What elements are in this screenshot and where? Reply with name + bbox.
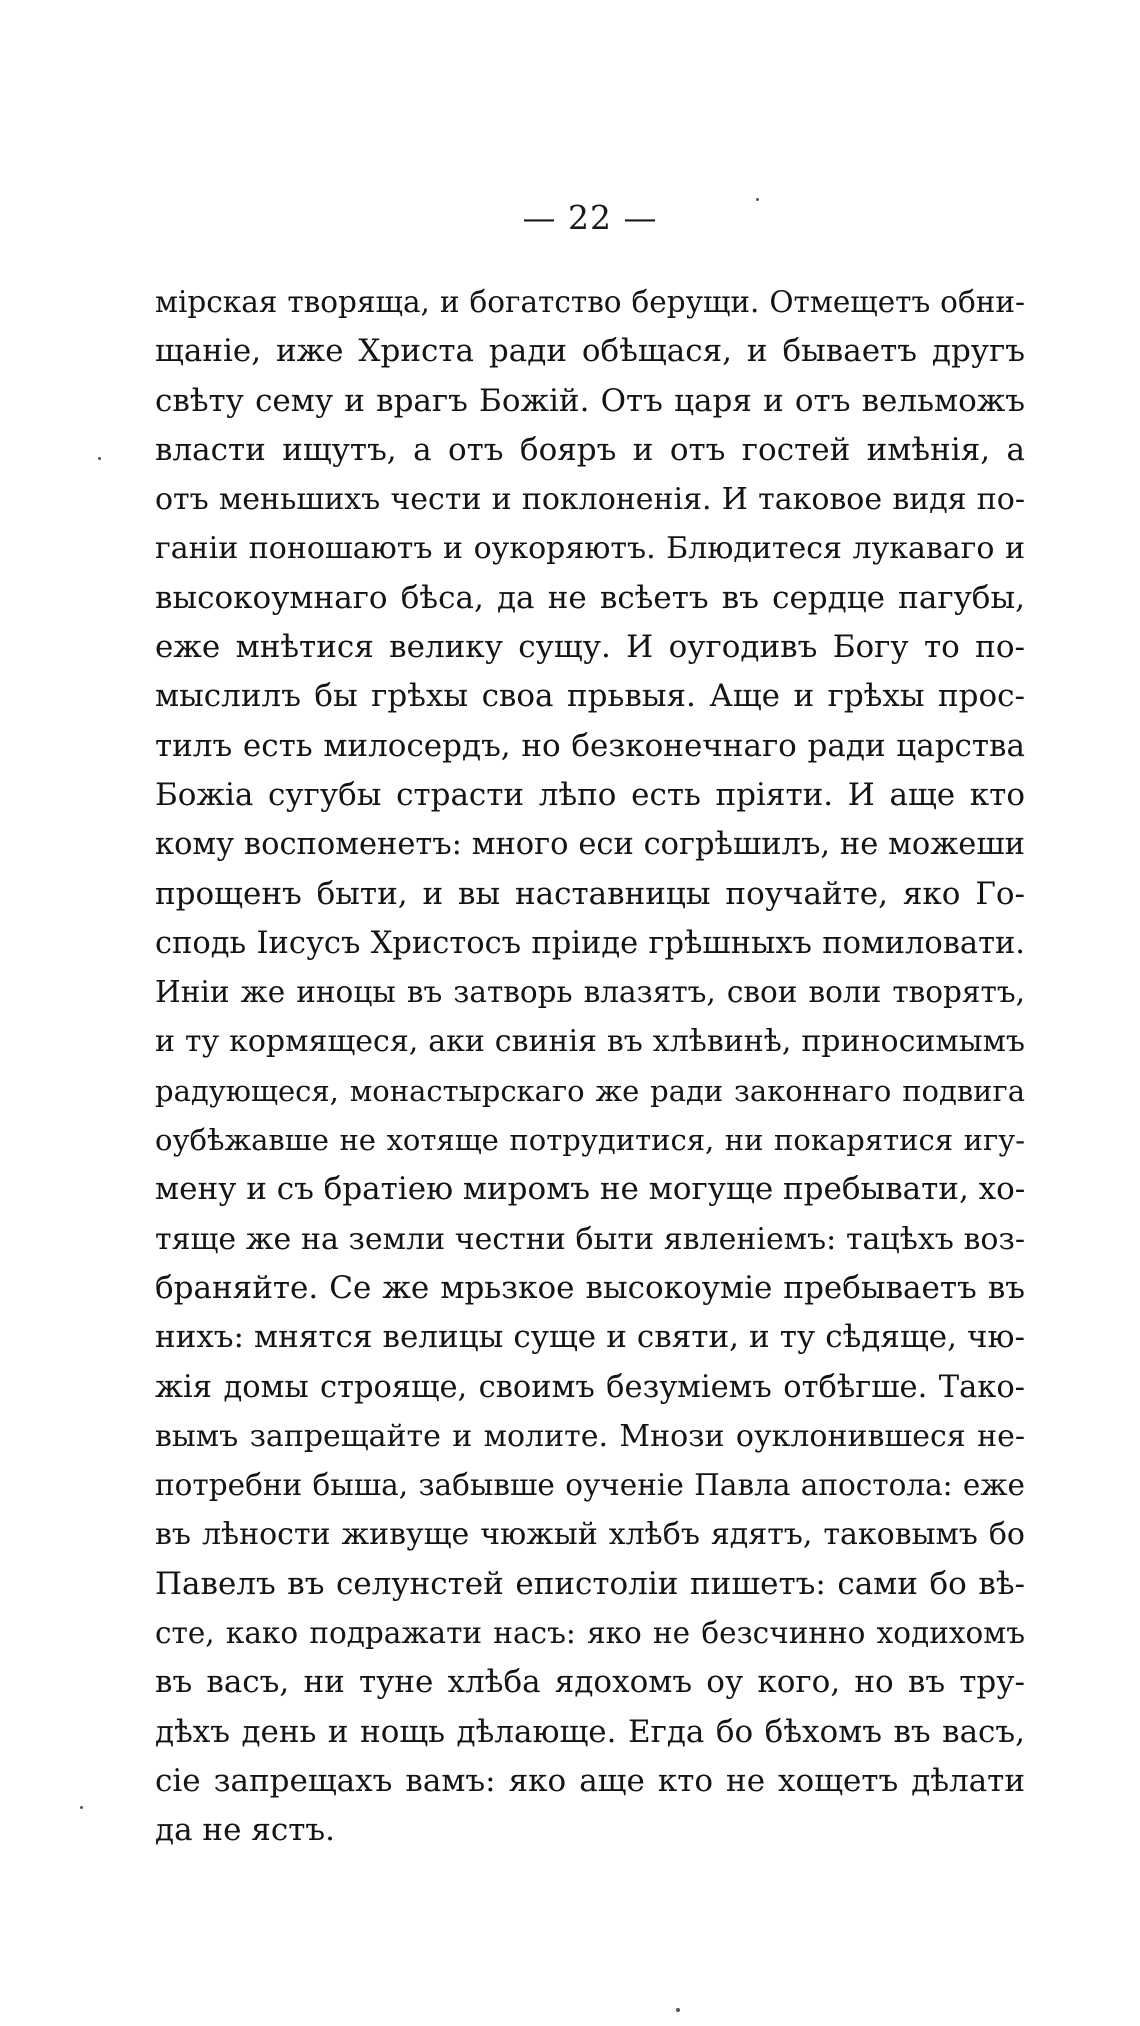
text-line: вымъ запрещайте и молите. Мнози оуклонившеся не- [155,1418,1025,1454]
page-number: — 22 — [522,198,658,237]
scan-speck [80,1806,83,1809]
scan-speck [676,2008,680,2012]
text-line: потребни быша, забывше оученіе Павла апостола: еже [155,1468,1025,1503]
text-line: ганіи поношаютъ и оукоряютъ. Блюдитеся лукаваго и [155,531,1025,567]
text-line: свѣту сему и врагъ Божій. Отъ царя и отъ вельможъ [155,382,1025,419]
text-line: дѣхъ день и нощь дѣлающе. Егда бо бѣхомъ въ васъ, [155,1713,1025,1750]
text-line: да не ястъ. [155,1812,335,1849]
text-line: тяще же на земли честни быти явленіемъ: тацѣхъ воз- [155,1221,1025,1257]
text-line: радующеся, монастырскаго же ради законнаго подвига [155,1073,1025,1108]
text-line: Божіа сугубы страсти лѣпо есть пріяти. И аще кто [155,776,1025,813]
text-line: высокоумнаго бѣса, да не всѣетъ въ сердце пагубы, [155,579,1025,616]
text-line: оубѣжавше не хотяще потрудитися, ни покарятися игу- [155,1123,1025,1158]
text-line: отъ меньшихъ чести и поклоненія. И таковое видя по- [155,482,1025,518]
scan-speck [756,198,759,201]
text-line: въ васъ, ни туне хлѣба ядохомъ оу кого, но въ тру- [155,1664,1025,1701]
scan-speck [98,457,101,460]
text-line: нихъ: мнятся велицы суще и святи, и ту сѣдяще, чю- [155,1319,1025,1356]
text-line: и ту кормящеся, аки свинія въ хлѣвинѣ, приносимымъ [155,1024,1025,1060]
body-text [155,278,1025,1856]
text-line: тилъ есть милосердъ, но безконечнаго ради царства [155,727,1025,764]
text-line: прощенъ быти, и вы наставницы поучайте, яко Го- [155,875,1025,912]
text-line: браняйте. Се же мрьзкое высокоуміе пребываетъ въ [155,1269,1025,1306]
text-line: кому воспоменетъ: много еси согрѣшилъ, не можеши [155,827,1025,863]
text-line: мірская творяща, и богатство берущи. Отмещетъ обни- [155,285,1025,319]
text-line: сіе запрещахъ вамъ: яко аще кто не хощетъ дѣлати [155,1762,1025,1799]
text-line: жія домы строяще, своимъ безуміемъ отбѣгше. Тако- [155,1369,1025,1405]
text-line: мыслилъ бы грѣхы своа прьвыя. Аще и грѣхы прос- [155,678,1025,715]
text-line: еже мнѣтися велику сущу. И оугодивъ Богу то по- [155,629,1025,666]
text-line: щаніе, иже Христа ради обѣщася, и бываетъ другъ [155,333,1025,370]
text-line: власти ищутъ, а отъ бояръ и отъ гостей имѣнія, а [155,431,1025,468]
text-line: сподь Іисусъ Христосъ пріиде грѣшныхъ помиловати. [155,925,1025,961]
text-line: Павелъ въ селунстей епистоліи пишетъ: сами бо вѣ- [155,1565,1025,1602]
text-line: мену и съ братіею миромъ не могуще пребывати, хо- [155,1171,1026,1208]
text-line: сте, како подражати насъ: яко не безсчинно ходихомъ [155,1616,1025,1651]
text-line: въ лѣности живуще чюжый хлѣбъ ядятъ, таковымъ бо [155,1517,1025,1553]
text-line: Иніи же иноцы въ затворь влазятъ, свои воли творятъ, [155,975,1025,1010]
